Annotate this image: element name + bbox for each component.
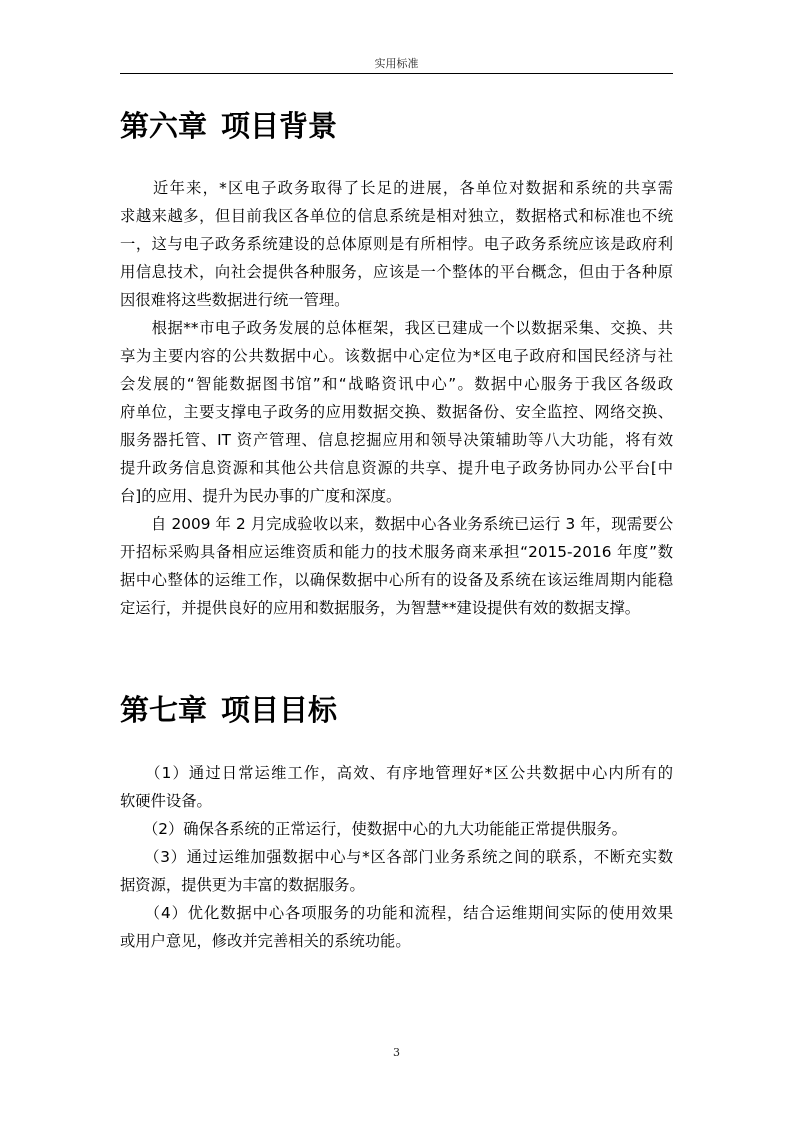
- text-line: 用信息技术，向社会提供各种服务，应该是一个整体的平台概念，但由于各种原: [120, 263, 673, 281]
- text-line: 定运行，并提供良好的应用和数据服务，为智慧**建设提供有效的数据支撑。: [120, 599, 641, 617]
- text-line: 据资源，提供更为丰富的数据服务。: [120, 876, 365, 894]
- text-line: 府单位，主要支撑电子政务的应用数据交换、数据备份、安全监控、网络交换、: [120, 403, 673, 421]
- chapter-6-paragraph-3: [120, 510, 673, 622]
- text-line: 软硬件设备。: [120, 792, 212, 810]
- chapter-7-heading: [120, 688, 337, 729]
- chapter-7-title: 项目目标: [221, 693, 338, 727]
- text-line: 根据**市电子政务发展的总体框架，我区已建成一个以数据采集、交换、共: [120, 319, 673, 337]
- chapter-6-paragraph-1: [120, 174, 673, 314]
- chapter-7-number: 第七章: [120, 693, 208, 727]
- text-line: 享为主要内容的公共数据中心。该数据中心定位为*区电子政府和国民经济与社: [120, 347, 673, 365]
- text-line: 据中心整体的运维工作，以确保数据中心所有的设备及系统在该运维周期内能稳: [120, 571, 673, 589]
- text-line: 会发展的“智能数据图书馆”和“战略资讯中心”。数据中心服务于我区各级政: [120, 375, 673, 393]
- chapter-6-heading: [120, 104, 337, 145]
- chapter-6-paragraph-2: [120, 314, 673, 510]
- text-line: 一，这与电子政务系统建设的总体原则是有所相悖。电子政务系统应该是政府利: [120, 235, 673, 253]
- chapter-6-title: 项目背景: [221, 109, 338, 143]
- text-line: （4）优化数据中心各项服务的功能和流程，结合运维期间实际的使用效果: [120, 904, 673, 922]
- text-line: 求越来越多，但目前我区各单位的信息系统是相对独立，数据格式和标准也不统: [120, 207, 673, 225]
- text-line: 或用户意见，修改并完善相关的系统功能。: [120, 932, 411, 950]
- text-line: （3）通过运维加强数据中心与*区各部门业务系统之间的联系，不断充实数: [120, 848, 673, 866]
- text-line: 自 2009 年 2 月完成验收以来，数据中心各业务系统已运行 3 年，现需要公: [120, 515, 673, 533]
- text-line: （2）确保各系统的正常运行，使数据中心的九大功能能正常提供服务。: [120, 820, 627, 838]
- text-line: （1）通过日常运维工作，高效、有序地管理好*区公共数据中心内所有的: [120, 764, 673, 782]
- chapter-7-item-2: [120, 815, 673, 843]
- text-line: 提升政务信息资源和其他公共信息资源的共享、提升电子政务协同办公平台[中: [120, 459, 673, 477]
- text-line: 因很难将这些数据进行统一管理。: [120, 291, 350, 309]
- chapter-7-item-1: [120, 759, 673, 815]
- header-divider: [120, 73, 673, 74]
- chapter-7-item-3: [120, 843, 673, 899]
- text-line: 开招标采购具备相应运维资质和能力的技术服务商来承担“2015-2016 年度”数: [120, 543, 673, 561]
- page-header: 实用标准: [374, 57, 419, 70]
- page-number: 3: [393, 1046, 400, 1059]
- chapter-6-number: 第六章: [120, 109, 208, 143]
- text-line: 服务器托管、IT 资产管理、信息挖掘应用和领导决策辅助等八大功能，将有效: [120, 431, 673, 449]
- text-line: 近年来，*区电子政务取得了长足的进展，各单位对数据和系统的共享需: [120, 179, 673, 197]
- text-line: 台]的应用、提升为民办事的广度和深度。: [120, 487, 402, 505]
- chapter-7-item-4: [120, 899, 673, 955]
